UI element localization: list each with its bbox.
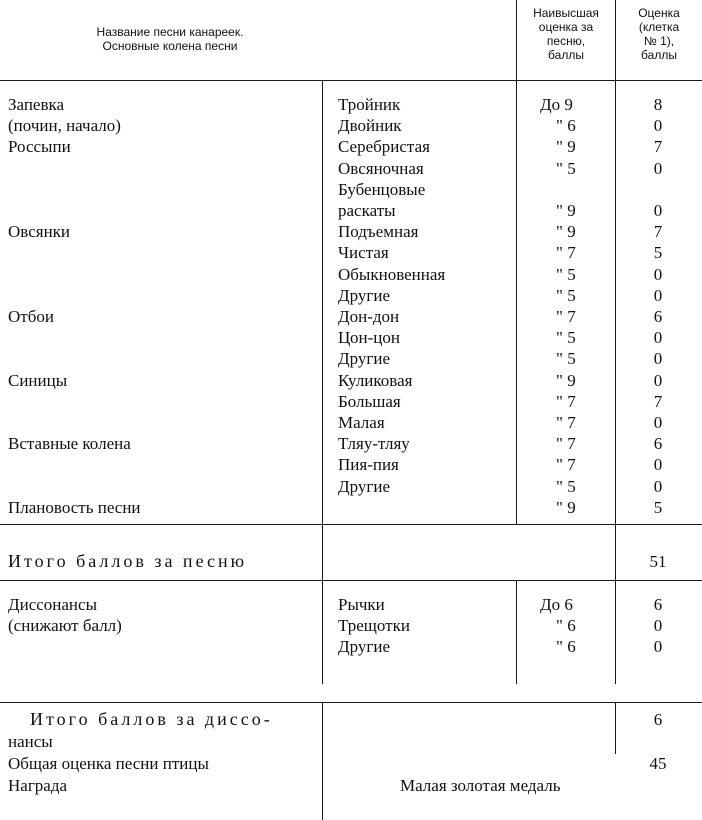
total-divider-3: [615, 524, 616, 580]
row-variant: Серебристая: [338, 137, 430, 157]
row-variant: Трещотки: [338, 616, 410, 636]
row-max-score: " 5: [556, 158, 576, 178]
row-score: 5: [653, 243, 663, 263]
diss-divider-2: [516, 580, 517, 684]
row-variant: Другие: [338, 637, 390, 657]
row-variant: Овсяночная: [338, 158, 424, 178]
row-score: 0: [653, 413, 663, 432]
header-song-name-line2: Основные колена песни: [102, 39, 238, 53]
row-max-score: " 7: [556, 413, 576, 432]
row-max-score: " 9: [556, 137, 576, 157]
award-value: Малая золотая медаль: [400, 776, 561, 795]
row-max-score: " 9: [556, 201, 576, 220]
row-name: Овсянки: [8, 222, 71, 242]
row-max-score: " 5: [556, 328, 576, 348]
row-max-score: " 7: [556, 391, 576, 411]
row-score: 6: [653, 307, 663, 326]
header-score-line4: баллы: [641, 48, 677, 62]
award-label: Награда: [8, 776, 68, 795]
header-max-line4: баллы: [548, 48, 584, 62]
row-variant: Бубенцовые: [338, 179, 426, 199]
row-max-score: " 7: [556, 243, 576, 263]
overall-score: 45: [649, 754, 667, 773]
row-score: 0: [653, 158, 663, 178]
total-diss-top-rule: [0, 702, 702, 703]
row-max-score: " 6: [556, 637, 576, 657]
diss-divider-1: [322, 580, 323, 684]
row-variant: Другие: [338, 476, 390, 496]
header-score-line2: (клетка: [638, 20, 680, 34]
row-name: Запевка: [8, 95, 65, 114]
row-score: 0: [653, 370, 663, 390]
row-max-score: " 9: [556, 222, 576, 242]
row-variant: Малая: [338, 413, 385, 432]
total-divider-1: [322, 524, 323, 580]
row-max-score: " 5: [556, 285, 576, 305]
row-score: 8: [653, 95, 663, 114]
row-max-score: " 9: [556, 370, 576, 390]
total-diss-divider-3: [615, 702, 616, 754]
row-variant: Рычки: [338, 595, 385, 614]
row-score: 0: [653, 116, 663, 136]
row-name: Синицы: [8, 370, 68, 390]
row-name: Плановость песни: [8, 497, 141, 517]
row-max-score: " 7: [556, 455, 576, 475]
row-variant: Пия-пия: [338, 455, 399, 475]
row-max-score: " 5: [556, 264, 576, 284]
row-max-score: " 5: [556, 476, 576, 496]
row-variant: Тройник: [338, 95, 401, 114]
row-score: 5: [653, 497, 663, 517]
header-max-line1: Наивысшая: [533, 6, 599, 20]
row-max-score: " 7: [556, 434, 576, 454]
row-variant: Цон-цон: [338, 328, 401, 348]
row-variant: Подъемная: [338, 222, 419, 242]
row-max-score: " 9: [556, 497, 576, 517]
header-max-score: [517, 6, 615, 62]
row-max-score: [536, 179, 618, 200]
row-score: 6: [653, 595, 663, 614]
row-variant: Тляу-тляу: [338, 434, 410, 454]
row-name: (почин, начало): [8, 116, 121, 136]
total-diss-label-line2: нансы: [8, 732, 53, 751]
row-variant: Большая: [338, 391, 401, 411]
row-max-score: " 6: [556, 616, 576, 636]
total-song-score: 51: [649, 552, 667, 571]
body-divider-1: [322, 81, 323, 524]
row-variant: Куликовая: [338, 370, 413, 390]
header-max-line2: оценка за: [538, 20, 594, 34]
header-score: [616, 6, 702, 62]
row-score: 7: [653, 222, 663, 242]
row-name: Отбои: [8, 307, 54, 326]
header-score-line3: № 1),: [643, 34, 675, 48]
header-score-line1: Оценка: [638, 6, 680, 20]
row-score: 0: [653, 285, 663, 305]
row-score: [618, 179, 698, 200]
row-variant: Обыкновенная: [338, 264, 446, 284]
header-bottom-rule: [0, 80, 702, 81]
row-variant: Дон-дон: [338, 307, 400, 326]
row-max-score: " 6: [556, 116, 576, 136]
row-score: 0: [653, 616, 663, 636]
row-score: 0: [653, 349, 663, 369]
row-score: 0: [653, 328, 663, 348]
row-max-score: " 7: [556, 307, 576, 326]
row-score: 7: [653, 391, 663, 411]
row-variant: Чистая: [338, 243, 389, 263]
row-variant: Другие: [338, 285, 390, 305]
row-max-score: " 5: [556, 349, 576, 369]
total-song-top-rule: [0, 524, 702, 525]
row-score: 0: [653, 637, 663, 657]
header-max-line3: песню,: [546, 34, 586, 48]
row-score: 6: [653, 434, 663, 454]
overall-label: Общая оценка песни птицы: [8, 754, 209, 773]
row-score: 0: [653, 264, 663, 284]
row-max-score: До 9: [540, 95, 573, 114]
total-diss-label-line1: Итого баллов за диссо-: [30, 709, 273, 729]
total-diss-divider-1: [322, 702, 323, 820]
row-variant: Двойник: [338, 116, 402, 136]
row-name: Россыпи: [8, 137, 71, 157]
total-song-bottom-rule: [0, 580, 702, 581]
body-divider-2: [516, 81, 517, 524]
header-song-name: [0, 25, 340, 53]
total-diss-score: 6: [653, 710, 663, 729]
row-score: 0: [653, 455, 663, 475]
row-max-score: До 6: [540, 595, 573, 614]
header-song-name-line1: Название песни канареек.: [96, 25, 244, 39]
row-score: 7: [653, 137, 663, 157]
row-variant: раскаты: [338, 201, 396, 220]
row-variant: Другие: [338, 349, 390, 369]
row-name: (снижают балл): [8, 616, 122, 636]
row-score: 0: [653, 476, 663, 496]
total-song-label: Итого баллов за песню: [8, 551, 248, 571]
row-score: 0: [653, 201, 663, 220]
row-name: Вставные колена: [8, 434, 131, 454]
row-name: Диссонансы: [8, 595, 97, 614]
